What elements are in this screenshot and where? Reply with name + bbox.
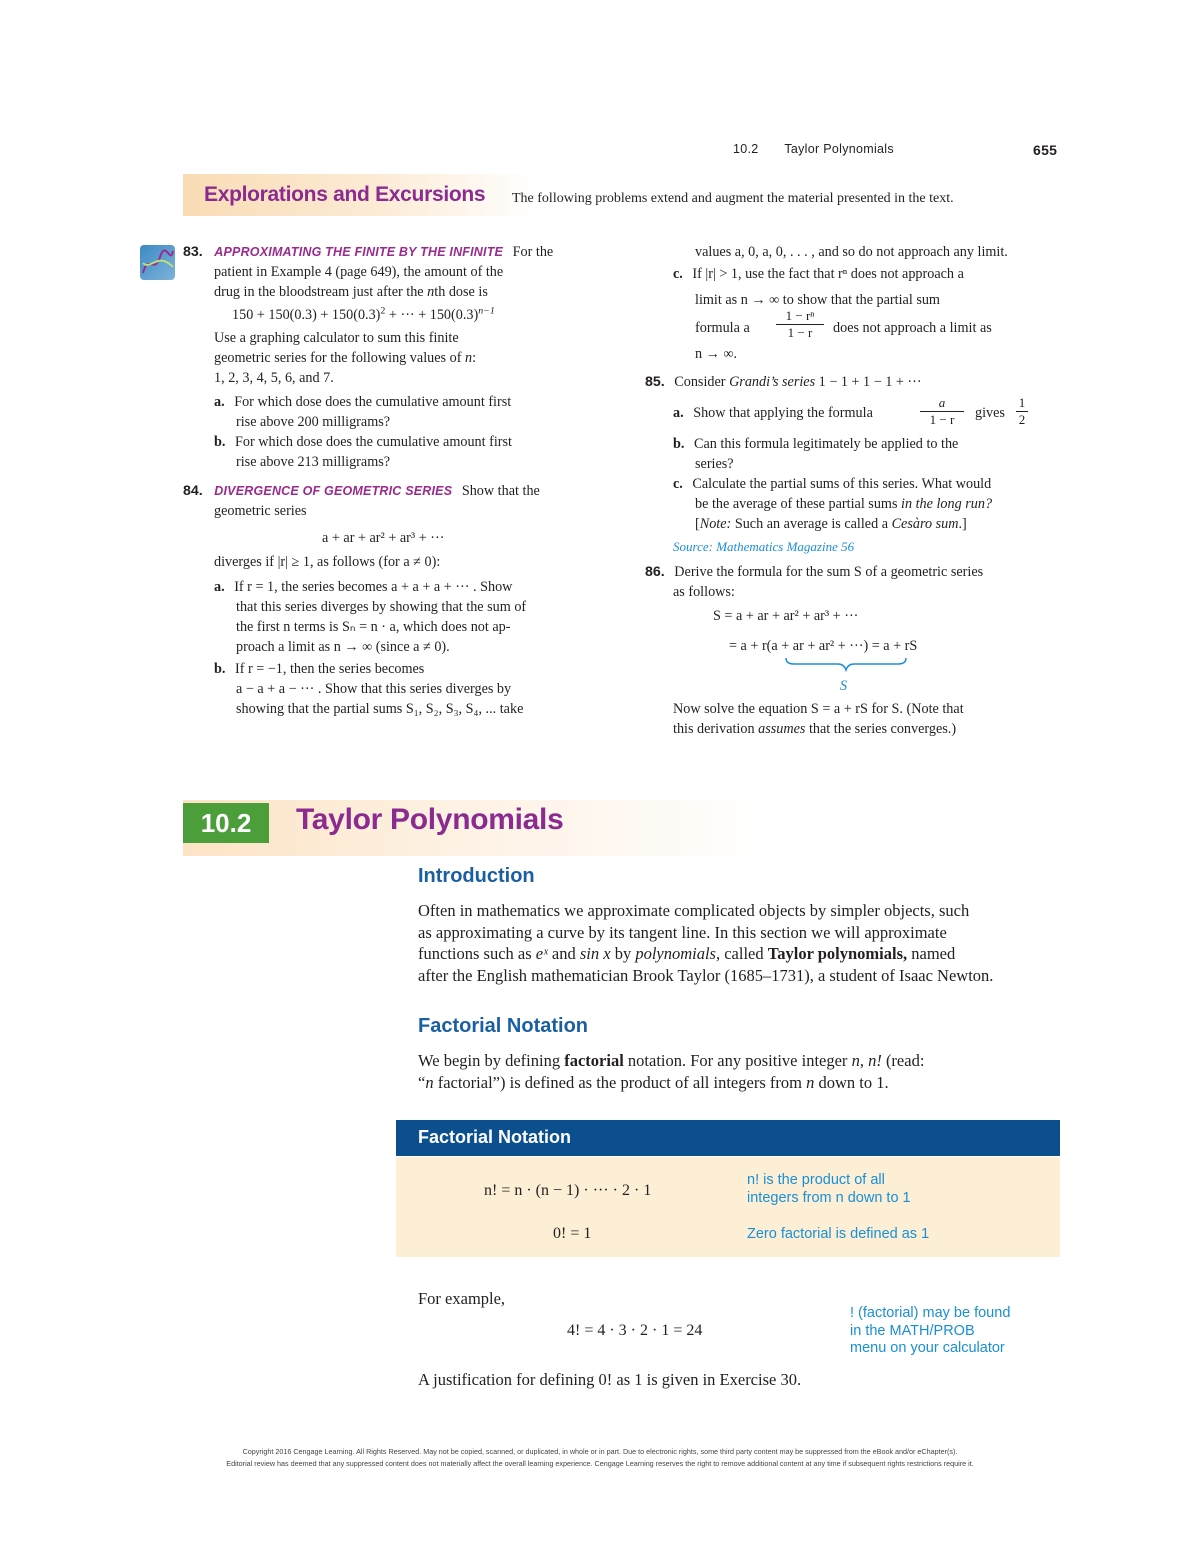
text-line: does not approach a limit as [833, 320, 992, 336]
page-number: 655 [1033, 142, 1058, 158]
part-c [673, 474, 991, 494]
text-span: “ [418, 1072, 426, 1092]
part-label: c. [673, 266, 683, 282]
text-span: Can this formula legitimately be applied to the [693, 436, 959, 452]
text-line [214, 348, 476, 368]
running-head-title: Taylor Polynomials [784, 142, 894, 156]
factorial-note-1 [747, 1172, 911, 1207]
running-head-section: 10.2 [733, 142, 759, 156]
justification-text: A justification for defining 0! as 1 is given in Exercise 30. [418, 1370, 802, 1389]
text-line [645, 372, 922, 392]
text-span: Note: [699, 516, 732, 532]
section-title: Taylor Polynomials [296, 803, 564, 836]
formula-part: 150 + 150(0.3) + 150(0.3) [232, 307, 381, 323]
equation-line-1: S = a + ar + ar² + ar³ + ··· [713, 608, 859, 624]
math-expr: sin x [579, 944, 611, 963]
formula-part: + ··· + 150(0.3) [385, 307, 479, 323]
part-label: b. [673, 436, 685, 452]
text-span: assumes [758, 721, 806, 737]
text-span: If r = −1, then the series becomes [234, 661, 425, 677]
text-line [418, 1072, 1060, 1094]
copyright-line: Editorial review has deemed that any suppressed content does not materially affect the overall learning experience. Cengage Learning reserves the right to remove additional content at any time if subsequent rights restrictions require it. [226, 1459, 974, 1468]
math-var: n [427, 284, 435, 300]
text-line: as approximating a curve by its tangent line. In this section we will approximate [418, 922, 947, 942]
text-span: this derivation [673, 721, 759, 737]
part-label: a. [673, 405, 684, 421]
text-line: series? [695, 456, 734, 472]
part-label: b. [214, 661, 226, 677]
note-line: in the MATH/PROB [850, 1322, 975, 1339]
factorial-box-body [396, 1157, 1060, 1257]
text-span: [ [695, 516, 700, 532]
text-span: For which dose does the cumulative amount first [234, 434, 512, 450]
running-head [733, 142, 1058, 158]
text-span: th dose is [434, 284, 488, 300]
text-span: by [610, 944, 636, 963]
factorial-definition-equation: n! = n · (n − 1) · ··· · 2 · 1 [484, 1182, 652, 1199]
text-line: formula a [695, 320, 750, 336]
graphing-calculator-icon [140, 245, 175, 280]
text-line [673, 719, 956, 739]
text-span: that the series converges.) [805, 721, 957, 737]
section-number: 10.2 [183, 803, 269, 843]
text-span: notation. For any positive integer [623, 1051, 852, 1070]
explorations-intro: The following problems extend and augment the material presented in the text. [512, 191, 954, 206]
fraction-numerator: 1 − rⁿ [776, 308, 824, 325]
exercise-number: 83. [183, 244, 203, 260]
text-line: n → ∞. [695, 346, 738, 362]
exercise-number: 84. [183, 483, 203, 499]
text-line: limit as n → ∞ to show that the partial sum [695, 292, 940, 308]
text-line: Now solve the equation S = a + rS for S. (Note that [673, 701, 964, 717]
text-span: We begin by defining [418, 1051, 565, 1070]
text-line [214, 282, 488, 302]
fraction-numerator: a [920, 395, 964, 412]
factorial-paragraph [418, 1050, 1060, 1093]
text-line: For the [512, 244, 554, 260]
one-half-fraction [1016, 395, 1028, 428]
text-span: factorial”) is defined as the product of all integers from [433, 1072, 807, 1092]
part-a [214, 392, 511, 412]
part-a [214, 577, 512, 597]
math-var: n [425, 1072, 434, 1092]
series-formula: a + ar + ar² + ar³ + ··· [322, 530, 445, 546]
text-span: named [907, 944, 956, 963]
introduction-paragraph [418, 900, 1060, 986]
text-span: Consider [674, 374, 730, 390]
note-line: n! is the product of all [747, 1172, 885, 1188]
text-line: showing that the partial sums S₁, S₂, S₃, S₄, ... take [236, 701, 524, 717]
fraction-denominator: 2 [1018, 412, 1026, 427]
math-expr: n, n! [851, 1051, 882, 1070]
text-span: .] [958, 516, 967, 532]
fraction-denominator: 1 − r [787, 325, 813, 340]
text-span: down to 1. [814, 1072, 889, 1092]
dose-formula [232, 305, 495, 325]
text-line: rise above 213 milligrams? [236, 454, 391, 470]
text-span: and [547, 944, 580, 963]
zero-factorial-equation: 0! = 1 [553, 1225, 592, 1242]
text-span: called [720, 944, 768, 963]
text-span: If r = 1, the series becomes a + a + a + ··· . Show [234, 579, 513, 595]
text-line [418, 943, 1060, 965]
text-span: be the average of these partial sums [695, 496, 902, 512]
exponent: n−1 [478, 305, 495, 317]
text-line: proach a limit as n → ∞ (since a ≠ 0). [236, 639, 450, 655]
equation-line-2: = a + r(a + ar + ar² + ···) = a + rS [729, 638, 918, 654]
formula-fraction [920, 395, 964, 428]
text-span: (read: [881, 1051, 925, 1070]
underbrace [784, 656, 908, 672]
part-label: b. [214, 434, 226, 450]
text-span: Calculate the partial sums of this series. What would [692, 476, 992, 492]
text-span: geometric series for the following values of [214, 350, 465, 366]
math-var: n [464, 350, 473, 366]
exercise-number: 85. [645, 374, 665, 390]
text-line: a − a + a − ··· . Show that this series diverges by [236, 681, 512, 697]
example-equation: 4! = 4 · 3 · 2 · 1 = 24 [567, 1322, 703, 1339]
text-span: polynomials, [635, 944, 721, 963]
text-span: Taylor polynomials, [767, 944, 908, 963]
note-line: menu on your calculator [850, 1340, 1005, 1356]
note-line: ! (factorial) may be found [850, 1305, 1011, 1321]
text-line: Show that the [461, 483, 540, 499]
text-span: Show that applying the formula [693, 405, 873, 421]
text-span: Derive the formula for the sum S of a geometric series [674, 564, 984, 580]
source-citation: Source: Mathematics Magazine 56 [673, 539, 855, 554]
part-label: c. [673, 476, 683, 492]
brace-label: S [840, 678, 848, 694]
text-line [645, 562, 983, 582]
exercise-title: DIVERGENCE OF GEOMETRIC SERIES [214, 484, 453, 498]
text-line: the first n terms is Sₙ = n · a, which does not ap- [236, 619, 511, 635]
text-span: functions such as [418, 944, 536, 963]
part-a [673, 403, 873, 423]
text-line [418, 1050, 1060, 1072]
part-b [214, 659, 424, 679]
text-line: patient in Example 4 (page 649), the amount of the [214, 264, 504, 280]
explorations-title: Explorations and Excursions [204, 183, 486, 206]
text-line: 1, 2, 3, 4, 5, 6, and 7. [214, 370, 334, 386]
copyright-notice [0, 1446, 1200, 1470]
part-b [214, 432, 512, 452]
math-expr: eˣ [535, 944, 548, 963]
exercise-number: 86. [645, 564, 665, 580]
text-span: factorial [564, 1051, 624, 1070]
text-line [695, 514, 967, 534]
part-label: a. [214, 394, 225, 410]
text-span: For which dose does the cumulative amount first [234, 394, 512, 410]
math-var: n [806, 1072, 815, 1092]
text-line: Often in mathematics we approximate complicated objects by simpler objects, such [418, 901, 970, 920]
text-line: gives [975, 405, 1005, 421]
part-label: a. [214, 579, 225, 595]
text-line: values a, 0, a, 0, . . . , and so do not approach any limit. [695, 244, 1008, 260]
text-span: Such an average is called a [731, 516, 892, 532]
exercise-title: APPROXIMATING THE FINITE BY THE INFINITE [214, 245, 504, 259]
introduction-heading: Introduction [418, 865, 535, 887]
text-span: : [472, 350, 477, 366]
text-line: diverges if |r| ≥ 1, as follows (for a ≠ 0): [214, 554, 441, 570]
part-b [673, 434, 958, 454]
calculator-note [850, 1305, 1010, 1358]
note-line: integers from n down to 1 [747, 1189, 911, 1206]
text-span: If |r| > 1, use the fact that rⁿ does not approach a [692, 266, 964, 282]
text-line: that this series diverges by showing that the sum of [236, 599, 527, 615]
text-span: 1 − 1 + 1 − 1 + ··· [815, 374, 922, 390]
zero-factorial-note: Zero factorial is defined as 1 [747, 1226, 930, 1242]
text-line: geometric series [214, 503, 307, 519]
text-line: after the English mathematician Brook Taylor (1685–1731), a student of Isaac Newton. [418, 965, 994, 985]
text-line [695, 494, 992, 514]
text-line: Use a graphing calculator to sum this finite [214, 330, 459, 346]
text-line: as follows: [673, 584, 735, 600]
text-line: rise above 200 milligrams? [236, 414, 391, 430]
text-span: Grandi’s series [729, 374, 816, 390]
factorial-box-title: Factorial Notation [418, 1127, 572, 1147]
text-span: drug in the bloodstream just after the [214, 284, 428, 300]
fraction-denominator: 1 − r [929, 412, 955, 427]
fraction-numerator: 1 [1016, 395, 1028, 412]
part-c [673, 264, 964, 284]
partial-sum-fraction [776, 308, 824, 341]
exponent: 2 [380, 305, 386, 317]
text-span: Cesàro sum [891, 516, 959, 532]
factorial-heading: Factorial Notation [418, 1015, 589, 1037]
copyright-line: Copyright 2016 Cengage Learning. All Rights Reserved. May not be copied, scanned, or duplicated, in whole or in part. Due to electronic rights, some third party content may be suppressed from the eBook and/or eChapter(s). [242, 1447, 958, 1456]
example-label: For example, [418, 1289, 506, 1308]
text-span: in the long run? [901, 496, 993, 512]
